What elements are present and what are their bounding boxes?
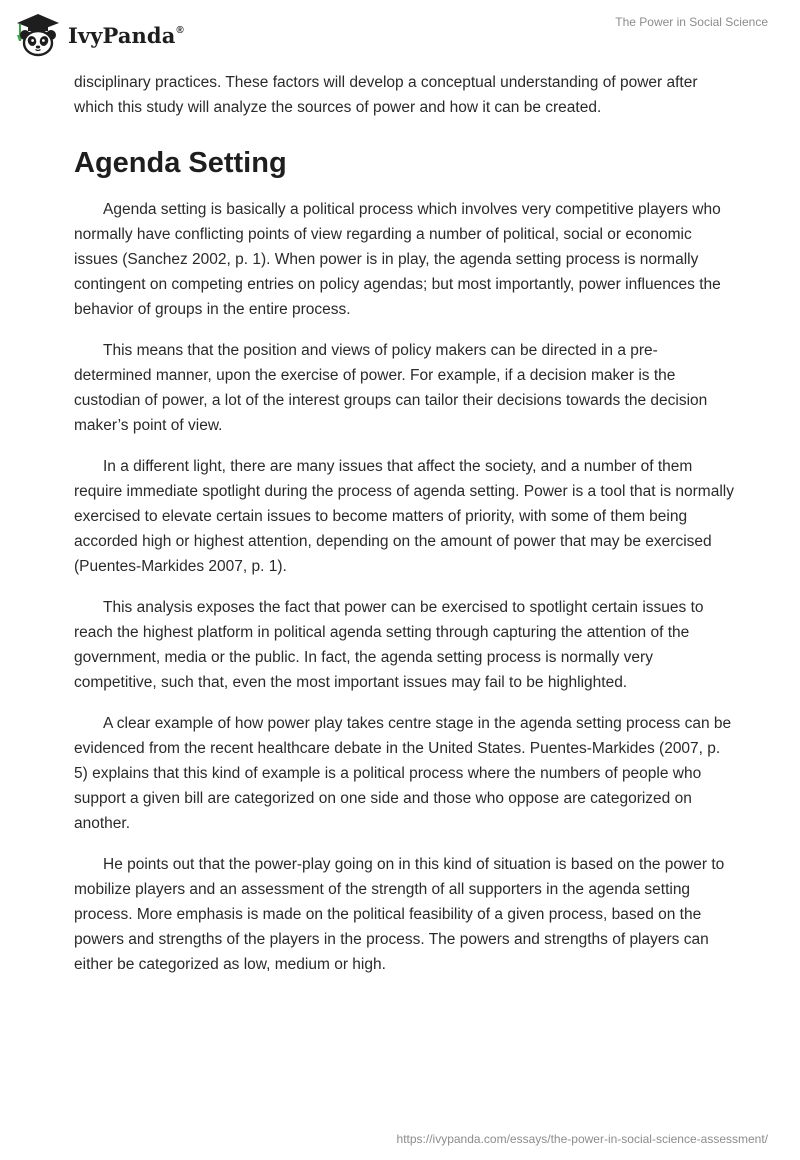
intro-paragraph: disciplinary practices. These factors will develop a conceptual understanding of power after which this study will analyze the sources of power and how it can be created.: [74, 74, 698, 116]
page-header: [0, 0, 800, 70]
document-title: The Power in Social Science: [615, 15, 768, 29]
paragraph-3: In a different light, there are many issues that affect the society, and a number of them require immediate spotlight during the process of agenda setting. Power is a tool that is normally exercised to elevate certain issues to become matters of priority, with some of them being accorded high or highest attention, depending on the amount of power that may be exercised (Puentes-Markides 2007, p. 1).: [74, 458, 734, 575]
panda-graduate-icon: [14, 11, 62, 59]
paragraph-6: He points out that the power-play going on in this kind of situation is based on the power to mobilize players and an assessment of the strength of all supporters in the agenda setting process. More emphasis is made on the political feasibility of a given process, based on the powers and strengths of the players in the process. The powers and strengths of players can either be categorized as low, medium or high.: [74, 856, 725, 973]
section-heading: Agenda Setting: [74, 147, 287, 179]
paragraph-1: Agenda setting is basically a political process which involves very competitive players who normally have conflicting points of view regarding a number of political, social or economic issues (Sanchez 2002, p. 1). When power is in play, the agenda setting process is normally contingent on competing entries on policy agendas; but most importantly, power influences the behavior of groups in the entire process.: [74, 201, 721, 318]
brand-text: IvyPanda: [68, 22, 176, 48]
paragraph-5: A clear example of how power play takes centre stage in the agenda setting process can be evidenced from the recent healthcare debate in the United States. Puentes-Markides (2007, p. 5) explains that this kind of example is a political process where the numbers of people who support a given bill are categorized on one side and those who oppose are categorized on another.: [74, 715, 732, 832]
brand-name: [68, 23, 184, 48]
registered-mark: ®: [176, 24, 184, 36]
paragraph-2: This means that the position and views of policy makers can be directed in a pre-determined manner, upon the exercise of power. For example, if a decision maker is the custodian of power, a lot of the interest groups can tailor their decisions towards the decision maker’s point of view.: [74, 342, 708, 434]
essay-content: [74, 70, 734, 993]
source-url-link[interactable]: https://ivypanda.com/essays/the-power-in-social-science-assessment/: [396, 1132, 768, 1146]
paragraph-4: This analysis exposes the fact that power can be exercised to spotlight certain issues to reach the highest platform in political agenda setting through capturing the attention of the government, media or the public. In fact, the agenda setting process is normally very competitive, such that, even the most important issues may fail to be highlighted.: [74, 599, 704, 691]
ivypanda-logo[interactable]: [14, 10, 184, 60]
